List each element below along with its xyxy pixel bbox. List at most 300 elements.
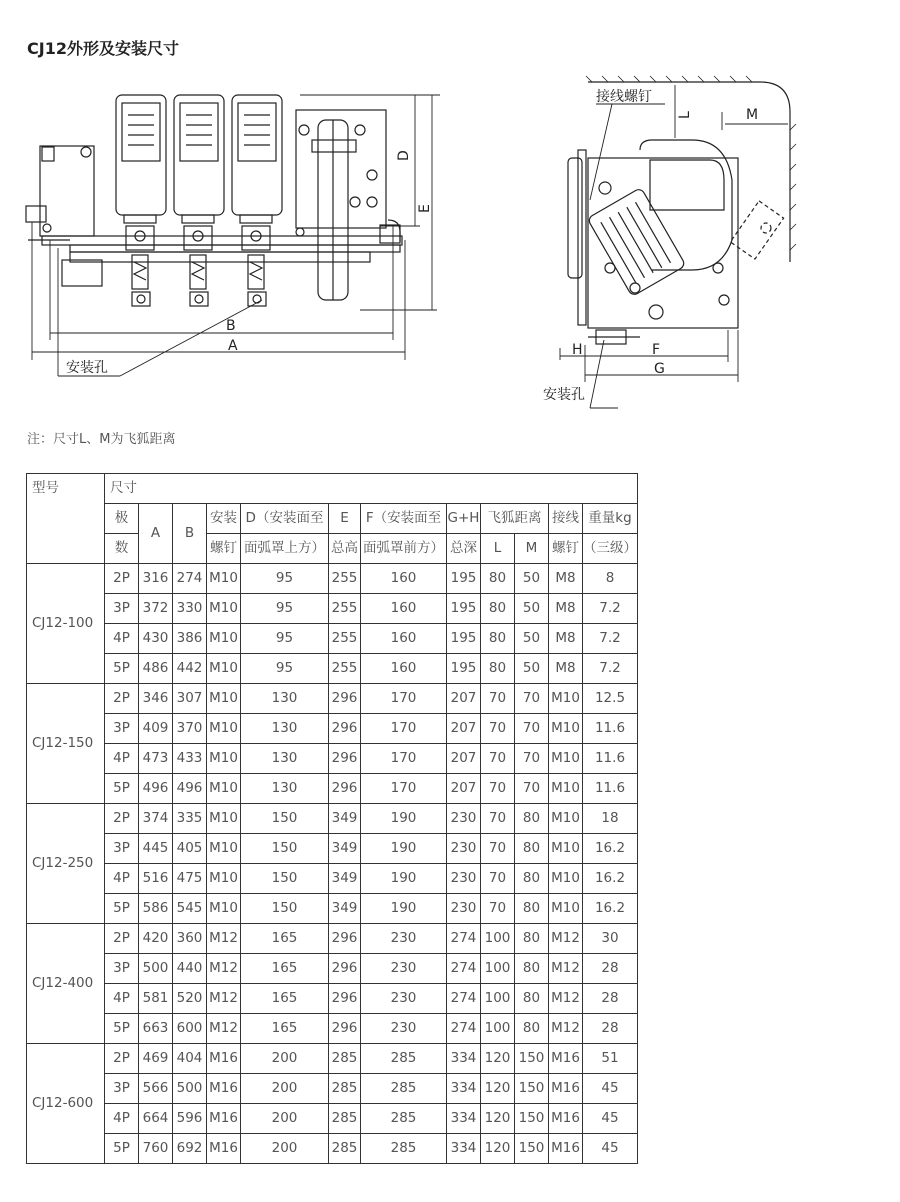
spec-table [26,473,638,1164]
table-cell: 11.6 [583,714,638,744]
table-cell: M10 [549,834,583,864]
table-cell: 409 [139,714,173,744]
dim-b-label: B [226,318,236,334]
table-cell: M10 [207,744,241,774]
table-cell: 4P [105,864,139,894]
table-cell: 334 [447,1134,481,1164]
header-f: F（安装面至 [361,504,447,534]
table-cell: M10 [207,804,241,834]
header-m: M [515,534,549,564]
table-cell: 130 [241,744,329,774]
table-cell: 230 [361,984,447,1014]
table-cell: 170 [361,714,447,744]
table-cell: 285 [361,1104,447,1134]
table-cell: 360 [173,924,207,954]
table-cell: 100 [481,924,515,954]
table-cell: 190 [361,804,447,834]
table-cell: 2P [105,564,139,594]
table-cell: 372 [139,594,173,624]
table-cell: 150 [241,894,329,924]
table-row [27,864,638,894]
header-d-2: 面弧罩上方） [241,534,329,564]
table-cell: 95 [241,564,329,594]
table-cell: 285 [329,1074,361,1104]
table-cell: 285 [361,1134,447,1164]
header-arc-distance: 飞狐距离 [481,504,549,534]
table-cell: 296 [329,984,361,1014]
table-cell: 207 [447,744,481,774]
header-model: 型号 [27,474,105,564]
table-cell: 80 [481,564,515,594]
table-cell: 2P [105,804,139,834]
table-cell: 3P [105,954,139,984]
table-cell: 296 [329,924,361,954]
table-cell: 80 [515,984,549,1014]
table-cell: M10 [549,864,583,894]
table-cell: 386 [173,624,207,654]
table-cell: 230 [447,834,481,864]
table-cell: 170 [361,684,447,714]
table-cell: 7.2 [583,594,638,624]
dim-h-label: H [572,342,583,358]
table-cell: M16 [207,1104,241,1134]
table-cell: 370 [173,714,207,744]
table-cell: 349 [329,894,361,924]
table-cell: 16.2 [583,864,638,894]
table-cell: M8 [549,654,583,684]
table-cell: 80 [481,594,515,624]
table-cell: 420 [139,924,173,954]
table-cell: 520 [173,984,207,1014]
table-cell: 496 [173,774,207,804]
header-row-1 [27,474,638,504]
table-cell: 70 [481,894,515,924]
table-cell: 70 [515,714,549,744]
dim-m-label: M [746,107,759,123]
header-d: D（安装面至 [241,504,329,534]
table-cell: 285 [361,1074,447,1104]
table-cell: 150 [241,804,329,834]
table-cell: M16 [549,1044,583,1074]
table-cell: 4P [105,744,139,774]
dim-l-label: L [677,111,693,119]
table-cell: 150 [241,834,329,864]
table-cell: 207 [447,684,481,714]
table-cell: 195 [447,624,481,654]
table-cell: 285 [329,1044,361,1074]
table-cell: 334 [447,1044,481,1074]
table-row [27,714,638,744]
table-cell: 581 [139,984,173,1014]
table-cell: 51 [583,1044,638,1074]
table-cell: 5P [105,654,139,684]
table-cell: 4P [105,1104,139,1134]
table-cell: 4P [105,624,139,654]
table-cell: 230 [361,954,447,984]
table-cell: 7.2 [583,624,638,654]
table-cell: 130 [241,684,329,714]
table-cell: 3P [105,1074,139,1104]
table-cell: 4P [105,984,139,1014]
outline-drawings [0,0,900,420]
table-cell: 165 [241,924,329,954]
table-cell: M10 [207,864,241,894]
table-cell: 5P [105,894,139,924]
table-row [27,1074,638,1104]
table-cell: 28 [583,954,638,984]
header-l: L [481,534,515,564]
table-cell: 200 [241,1134,329,1164]
table-cell: 170 [361,744,447,774]
table-cell: 165 [241,954,329,984]
page-title: CJ12外形及安装尺寸 [27,39,179,58]
table-cell: M10 [549,714,583,744]
table-cell: 2P [105,1044,139,1074]
table-cell: 50 [515,654,549,684]
table-cell: M10 [207,714,241,744]
table-cell: 80 [515,804,549,834]
table-cell: 200 [241,1074,329,1104]
table-cell: M12 [549,1014,583,1044]
table-cell: 80 [481,654,515,684]
table-cell: 5P [105,1014,139,1044]
model-cell: CJ12-400 [27,924,105,1044]
table-cell: 330 [173,594,207,624]
table-cell: 296 [329,714,361,744]
table-cell: 120 [481,1044,515,1074]
table-cell: 692 [173,1134,207,1164]
table-cell: 200 [241,1104,329,1134]
table-cell: M10 [549,804,583,834]
model-cell: CJ12-100 [27,564,105,684]
table-cell: M10 [207,564,241,594]
table-cell: 11.6 [583,744,638,774]
table-cell: M16 [207,1044,241,1074]
table-cell: 545 [173,894,207,924]
table-cell: 70 [515,684,549,714]
table-cell: 296 [329,774,361,804]
front-view-drawing [26,95,402,306]
table-row [27,924,638,954]
table-cell: 230 [447,804,481,834]
table-cell: 45 [583,1134,638,1164]
table-cell: 160 [361,594,447,624]
table-cell: 274 [447,984,481,1014]
table-cell: 190 [361,834,447,864]
table-cell: 307 [173,684,207,714]
table-cell: 45 [583,1074,638,1104]
table-cell: 50 [515,564,549,594]
table-row [27,654,638,684]
header-gh-2: 总深 [447,534,481,564]
header-poles: 极 [105,504,139,534]
table-cell: 16.2 [583,894,638,924]
table-cell: 255 [329,654,361,684]
table-cell: 296 [329,1014,361,1044]
table-cell: M8 [549,564,583,594]
table-row [27,954,638,984]
table-cell: M16 [549,1104,583,1134]
table-cell: 274 [447,924,481,954]
table-row [27,894,638,924]
mount-hole-label-right: 安装孔 [543,387,585,403]
table-cell: 285 [361,1044,447,1074]
header-e: E [329,504,361,534]
table-cell: 195 [447,594,481,624]
table-cell: 349 [329,804,361,834]
dim-a-label: A [228,338,238,354]
header-weight-2: （三级） [583,534,638,564]
table-row [27,804,638,834]
table-row [27,594,638,624]
table-cell: M10 [549,684,583,714]
table-cell: M10 [207,684,241,714]
table-cell: 95 [241,594,329,624]
dim-f-label: F [652,342,661,358]
header-poles-2: 数 [105,534,139,564]
table-cell: 195 [447,564,481,594]
table-cell: M10 [207,654,241,684]
table-cell: 473 [139,744,173,774]
table-cell: 255 [329,564,361,594]
table-cell: 11.6 [583,774,638,804]
table-cell: 475 [173,864,207,894]
table-cell: 70 [515,774,549,804]
table-cell: 95 [241,654,329,684]
table-cell: 230 [447,894,481,924]
table-cell: 160 [361,624,447,654]
table-cell: 12.5 [583,684,638,714]
table-cell: 70 [481,804,515,834]
table-cell: 50 [515,624,549,654]
table-cell: 433 [173,744,207,774]
table-cell: 586 [139,894,173,924]
table-cell: 150 [515,1074,549,1104]
table-cell: 150 [515,1044,549,1074]
table-cell: 165 [241,984,329,1014]
header-mount-screw-2: 螺钉 [207,534,241,564]
table-cell: M10 [549,744,583,774]
table-cell: 760 [139,1134,173,1164]
table-cell: M10 [549,894,583,924]
table-cell: 334 [447,1104,481,1134]
header-gh: G+H [447,504,481,534]
table-cell: 349 [329,864,361,894]
table-cell: M12 [549,984,583,1014]
header-terminal-screw-2: 螺钉 [549,534,583,564]
table-cell: 80 [481,624,515,654]
table-cell: 80 [515,954,549,984]
table-cell: 445 [139,834,173,864]
dim-g-label: G [654,361,665,377]
table-cell: M16 [549,1134,583,1164]
dim-d-label: D [396,150,412,161]
table-cell: 285 [329,1104,361,1134]
table-cell: 346 [139,684,173,714]
header-row-3 [27,534,638,564]
table-cell: 30 [583,924,638,954]
table-cell: 100 [481,984,515,1014]
table-cell: M16 [207,1134,241,1164]
model-cell: CJ12-600 [27,1044,105,1164]
table-cell: 160 [361,564,447,594]
table-cell: 190 [361,864,447,894]
table-cell: 160 [361,654,447,684]
table-cell: 285 [329,1134,361,1164]
table-cell: 207 [447,774,481,804]
table-cell: M12 [207,984,241,1014]
side-view-dimensions [560,85,788,408]
table-cell: 80 [515,864,549,894]
header-terminal-screw: 接线 [549,504,583,534]
header-mount-screw: 安装 [207,504,241,534]
table-cell: 255 [329,594,361,624]
table-cell: 70 [481,774,515,804]
table-cell: 663 [139,1014,173,1044]
table-cell: M8 [549,624,583,654]
table-cell: M10 [549,774,583,804]
table-cell: 440 [173,954,207,984]
table-cell: 230 [447,864,481,894]
table-cell: 70 [481,684,515,714]
table-cell: 80 [515,834,549,864]
table-cell: 274 [173,564,207,594]
table-row [27,1134,638,1164]
table-cell: M12 [207,1014,241,1044]
table-cell: 469 [139,1044,173,1074]
table-cell: 70 [481,744,515,774]
table-cell: 255 [329,624,361,654]
table-cell: 8 [583,564,638,594]
table-cell: 496 [139,774,173,804]
table-row [27,684,638,714]
header-a: A [139,504,173,564]
table-cell: M8 [549,594,583,624]
table-cell: M16 [207,1074,241,1104]
table-cell: 230 [361,924,447,954]
table-cell: M12 [207,954,241,984]
table-row [27,834,638,864]
dim-e-label: E [417,204,433,213]
table-cell: 7.2 [583,654,638,684]
header-e-2: 总高 [329,534,361,564]
table-cell: 150 [241,864,329,894]
table-cell: 2P [105,684,139,714]
table-cell: 349 [329,834,361,864]
table-row [27,1014,638,1044]
table-cell: 404 [173,1044,207,1074]
table-row [27,564,638,594]
table-cell: 120 [481,1074,515,1104]
table-cell: 195 [447,654,481,684]
table-cell: 80 [515,894,549,924]
table-cell: 316 [139,564,173,594]
table-cell: 45 [583,1104,638,1134]
table-row [27,1044,638,1074]
table-cell: 80 [515,1014,549,1044]
table-cell: 28 [583,984,638,1014]
table-cell: 28 [583,1014,638,1044]
table-cell: M10 [207,624,241,654]
table-cell: 405 [173,834,207,864]
table-cell: 100 [481,954,515,984]
table-cell: 274 [447,954,481,984]
table-cell: M10 [207,774,241,804]
dimension-note: 注：尺寸L、M为飞狐距离 [27,432,176,447]
table-cell: 100 [481,1014,515,1044]
table-cell: M10 [207,834,241,864]
table-cell: 5P [105,1134,139,1164]
table-cell: 150 [515,1134,549,1164]
table-cell: 486 [139,654,173,684]
table-row [27,624,638,654]
table-cell: 516 [139,864,173,894]
table-cell: 50 [515,594,549,624]
table-cell: M10 [207,594,241,624]
table-cell: 150 [515,1104,549,1134]
table-cell: 500 [173,1074,207,1104]
table-cell: 200 [241,1044,329,1074]
header-weight: 重量kg [583,504,638,534]
table-cell: 5P [105,774,139,804]
table-cell: 274 [447,1014,481,1044]
table-cell: 442 [173,654,207,684]
table-cell: 600 [173,1014,207,1044]
table-cell: M16 [549,1074,583,1104]
table-cell: 296 [329,744,361,774]
table-cell: 207 [447,714,481,744]
table-cell: 296 [329,954,361,984]
table-cell: 374 [139,804,173,834]
spec-table-body [27,474,638,1164]
table-cell: 3P [105,834,139,864]
table-cell: 16.2 [583,834,638,864]
table-cell: 335 [173,804,207,834]
header-row-2 [27,504,638,534]
table-cell: 70 [481,864,515,894]
terminal-screw-label: 接线螺钉 [596,89,652,105]
table-row [27,744,638,774]
table-cell: 334 [447,1074,481,1104]
table-cell: 95 [241,624,329,654]
table-cell: 120 [481,1134,515,1164]
table-cell: M12 [207,924,241,954]
header-size: 尺寸 [105,474,638,504]
table-row [27,1104,638,1134]
table-cell: M12 [549,924,583,954]
table-cell: 3P [105,594,139,624]
table-cell: 170 [361,774,447,804]
mount-hole-label-left: 安装孔 [66,360,108,376]
table-cell: 190 [361,894,447,924]
table-cell: 130 [241,774,329,804]
model-cell: CJ12-250 [27,804,105,924]
table-cell: 70 [515,744,549,774]
table-cell: 70 [481,714,515,744]
table-cell: 3P [105,714,139,744]
header-b: B [173,504,207,564]
table-row [27,774,638,804]
table-cell: 18 [583,804,638,834]
model-cell: CJ12-150 [27,684,105,804]
table-cell: 500 [139,954,173,984]
table-cell: 120 [481,1104,515,1134]
table-cell: 70 [481,834,515,864]
table-cell: 296 [329,684,361,714]
table-row [27,984,638,1014]
table-cell: M12 [549,954,583,984]
table-cell: 664 [139,1104,173,1134]
